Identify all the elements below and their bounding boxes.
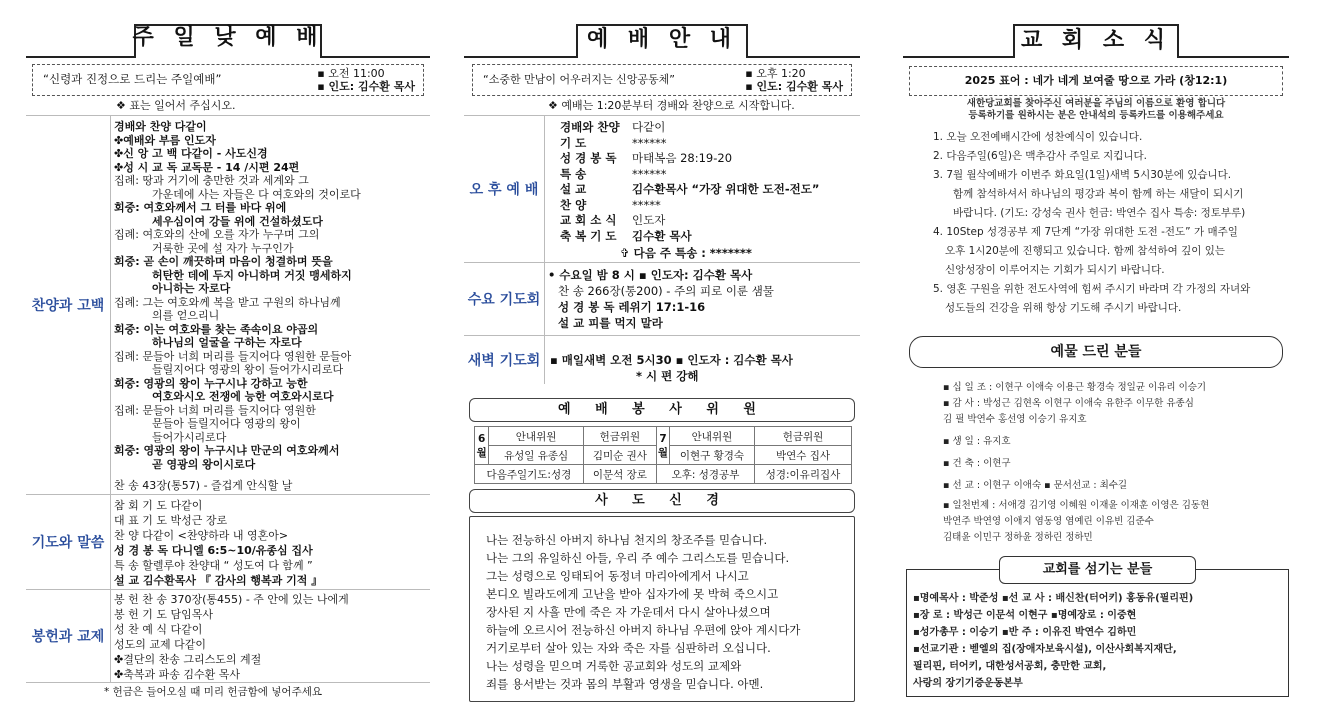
afternoon-notice: ❖ 예배는 1:20분부터 경배와 찬양으로 시작합니다.: [464, 97, 860, 116]
order-value: 김수환 목사: [632, 228, 692, 243]
afternoon-theme-box: [472, 64, 852, 96]
cell: 박연수 집사: [754, 446, 851, 465]
creed-line: 그는 성령으로 잉태되어 동정녀 마리아에게서 나시고: [486, 569, 749, 583]
sunday-theme-box: [32, 64, 424, 96]
order-line: 집례: 문들아 너희 머리를 들지어다 영원한 문들아: [114, 349, 352, 363]
afternoon-label: 오 후 예 배: [464, 116, 545, 262]
order-line: 들릴지어다 영광의 왕이 들어가시리로다: [152, 363, 344, 376]
servers-title: 교회를 섬기는 분들: [999, 556, 1196, 584]
order-key: 특 송: [560, 166, 587, 181]
order-line: 가운데에 사는 자들은 다 여호와의 것이로다: [152, 187, 361, 201]
order-value: 인도자: [632, 213, 666, 227]
yearly-motto: 2025 표어 : 네가 네게 보여줄 땅으로 가라 (창12:1): [909, 66, 1283, 96]
order-key: 설 교: [560, 182, 587, 196]
sunday-footer: * 헌금은 들어오실 때 미리 헌금함에 넣어주세요: [104, 686, 322, 698]
service-guide-title-box: [464, 18, 860, 58]
order-value: ******: [632, 166, 667, 181]
sunday-service-column: [26, 0, 430, 720]
cell: 다음주일기도:성경: [475, 465, 584, 484]
order-line: 회중: 이는 여호와를 찾는 족속이요 야곱의: [114, 322, 319, 336]
section-offering: [26, 590, 430, 683]
cell: 성경:이유리집사: [754, 465, 851, 484]
afternoon-section: [464, 116, 860, 263]
sunday-service-title-box: [26, 18, 430, 58]
wed-line: 설 교 피를 먹지 말라: [558, 316, 663, 330]
order-line: 허탄한 데에 두지 아니하며 거짓 맹세하지: [152, 268, 352, 282]
service-committee-table: [474, 426, 852, 484]
order-line: 집례: 그는 여호와께 복을 받고 구원의 하나님께: [114, 295, 341, 309]
wed-line: 찬 송 266장(통200) - 주의 피로 이룬 샘물: [558, 284, 774, 298]
afternoon-time: 오후 1:20: [756, 67, 806, 80]
news-item: 신앙성장이 이루어지는 기회가 되시기 바랍니다.: [945, 264, 1165, 276]
order-line: 회중: 영광의 왕이 누구시냐 만군의 여호와께서: [114, 444, 340, 457]
section-praise: [26, 116, 430, 495]
sunday-time-block: ▪ 오전 11:00 ▪ 인도: 김수환 목사: [317, 67, 415, 93]
news-item: 3. 7월 월삭예배가 이번주 화요일(1일)새벽 5시30분에 있습니다.: [933, 169, 1232, 181]
dawn-label: 새벽 기도회: [464, 336, 545, 384]
month-number: 7: [659, 432, 667, 445]
order-line: ✤예배와 부름 인도자: [114, 133, 216, 147]
server-line: ▪장 로 : 박성근 이문석 이현구 ▪명예장로 : 이중현: [913, 610, 1137, 621]
wed-line: 성 경 봉 독 레위기 17:1-16: [558, 300, 706, 314]
section-prayer-body: [114, 498, 430, 588]
wednesday-section: [464, 263, 860, 336]
creed-line: 나는 전능하신 아버지 하나님 천지의 창조주를 믿습니다.: [486, 533, 768, 547]
section-offering-label: 봉헌과 교제: [26, 590, 111, 682]
cell: 유성일 유종심: [489, 446, 583, 465]
offering-line: 김 필 박연수 홍선영 이승기 유지호: [943, 414, 1087, 425]
order-line: 성 경 봉 독 다니엘 6:5~10/유종심 집사: [114, 544, 313, 557]
afternoon-time-block: ▪ 오후 1:20 ▪ 인도: 김수환 목사: [745, 67, 843, 93]
section-offering-body: [114, 592, 430, 682]
order-line: 찬 송 43장(통57) - 즐겁게 안식할 날: [114, 479, 293, 492]
cell: 오후: 성경공부: [657, 465, 755, 484]
offering-line: ▪ 건 축 : 이현구: [943, 458, 1011, 469]
order-line: 문들아 들릴지어다 영광의 왕이: [152, 417, 301, 430]
order-value: 마태복음 28:19-20: [632, 151, 733, 165]
welcome-block: [903, 98, 1289, 122]
month-number: 6: [478, 432, 486, 445]
offering-line: 박연주 박연영 이애지 염동영 염예린 이유빈 김준수: [943, 516, 1154, 527]
dawn-section: [464, 336, 860, 394]
section-prayer-word: [26, 495, 430, 590]
news-item: 2. 다음주일(6일)은 맥추감사 주일로 지킵니다.: [933, 150, 1148, 162]
order-line: 집례: 땅과 거기에 충만한 것과 세계와 그: [114, 174, 309, 187]
offering-line: ▪ 십 일 조 : 이현구 이애숙 이용근 황경숙 정일균 이유리 이승기: [943, 382, 1207, 393]
dawn-line: ▪ 매일새벽 오전 5시30 ▪ 인도자 : 김수환 목사: [550, 353, 793, 367]
dawn-line: * 시 편 강해: [636, 369, 699, 383]
order-line: 특 송 할렐루야 찬양대 “ 성도여 다 함께 ”: [114, 559, 313, 572]
wednesday-body: [548, 267, 860, 331]
offering-line: ▪ 일천번제 : 서애경 김기영 이혜원 이재윤 이재훈 이영은 김동현: [943, 500, 1210, 511]
apostles-creed-title: 사 도 신 경: [469, 489, 855, 513]
afternoon-leader: 인도: 김수환 목사: [756, 80, 843, 93]
order-line: 들어가시리로다: [152, 430, 227, 444]
cell: 김미순 권사: [583, 446, 656, 465]
next-week-special: ✞ 다음 주 특송 : *******: [620, 246, 752, 260]
order-value: *****: [632, 197, 661, 212]
order-line: 찬 양 다같이 <찬양하라 내 영혼아>: [114, 529, 289, 542]
order-line: 회중: 여호와께서 그 터를 바다 위에: [114, 201, 287, 214]
offering-line: ▪ 감 사 : 박성근 김현옥 이현구 이애숙 유한주 이무한 유종심: [943, 398, 1194, 409]
creed-line: 죄를 용서받는 것과 몸의 부활과 영생을 믿습니다. 아멘.: [486, 677, 764, 691]
cell: 이현구 황경숙: [669, 446, 754, 465]
order-line: ✤신 앙 고 백 다같이 - 사도신경: [114, 147, 268, 160]
wed-line: • 수요일 밤 8 시 ▪ 인도자: 김수환 목사: [548, 268, 753, 282]
order-value: ******: [632, 135, 667, 150]
order-line: 여호와시오 전쟁에 능한 여호와시로다: [152, 390, 334, 403]
section-prayer-label: 기도와 말씀: [26, 495, 111, 589]
dawn-body: [550, 352, 860, 384]
order-key: 경배와 찬양: [560, 120, 620, 134]
order-line: 봉 헌 찬 송 370장(통455) - 주 안에 있는 나에게: [114, 593, 349, 606]
order-line: 대 표 기 도 박성근 장로: [114, 514, 228, 527]
order-line: 설 교 김수환목사 『 감사의 행복과 기적 』: [114, 574, 323, 587]
sunday-notice: ❖ 표는 일어서 주십시오.: [26, 97, 430, 116]
order-line: 곧 영광의 왕이시로다: [152, 457, 256, 471]
creed-line: 거기로부터 살아 있는 자와 죽은 자를 심판하러 오십니다.: [486, 641, 771, 655]
wednesday-label: 수요 기도회: [464, 263, 545, 335]
order-key: 기 도: [560, 135, 587, 150]
order-line: ✤결단의 찬송 그리스도의 계절: [114, 653, 262, 666]
servers-box: [906, 562, 1289, 697]
creed-line: 나는 그의 유일하신 아들, 우리 주 예수 그리스도를 믿습니다.: [486, 551, 790, 565]
offering-line: 김태윤 이민구 정하윤 정하린 정하민: [943, 532, 1093, 543]
news-item: 5. 영혼 구원을 위한 전도사역에 힘써 주시기 바라며 각 가정의 자녀와: [933, 283, 1251, 295]
cell: 이문석 장로: [583, 465, 656, 484]
afternoon-body: [560, 120, 860, 262]
news-list: [933, 128, 1289, 318]
order-line: ✤축복과 파송 김수환 목사: [114, 668, 240, 681]
service-guide-column: [464, 0, 860, 720]
order-line: 거룩한 곳에 설 자가 누구인가: [152, 241, 294, 255]
server-line: ▪성가총무 : 이승기 ▪반 주 : 이유진 박연수 김하민: [913, 627, 1137, 638]
order-line: 경배와 찬양 다같이: [114, 120, 207, 133]
order-line: 세우심이여 강들 위에 건설하셨도다: [152, 214, 323, 228]
server-line: 사랑의 장기기증운동본부: [913, 678, 1023, 689]
order-value: 다같이: [632, 120, 666, 134]
section-praise-label: 찬양과 고백: [26, 116, 111, 494]
month-label: 월: [476, 446, 487, 459]
section-praise-body: [114, 120, 430, 493]
afternoon-theme: “소중한 만남이 어우러지는 신앙공동체”: [483, 73, 675, 86]
creed-line: 장사된 지 사흘 만에 죽은 자 가운데서 다시 살아나셨으며: [486, 605, 771, 619]
order-key: 교 회 소 식: [560, 213, 617, 227]
church-news-column: [903, 0, 1289, 720]
server-line: ▪명예목사 : 박준성 ▪선 교 사 : 배신찬(터어키) 홍동유(필리핀): [913, 593, 1194, 604]
order-line: 아니하는 자로다: [152, 282, 231, 295]
offering-givers-list: [943, 380, 1289, 546]
order-key: 축 복 기 도: [560, 228, 617, 243]
apostles-creed-text: [486, 531, 800, 693]
server-line: 필리핀, 터어키, 대한성서공회, 충만한 교회,: [913, 661, 1107, 672]
order-line: 의를 얻으리니: [152, 309, 220, 322]
order-line: ✤성 시 교 독 교독문 - 14 /시편 24편: [114, 160, 300, 174]
order-key: 찬 양: [560, 197, 587, 212]
news-item: 함께 참석하셔서 하나님의 평강과 복이 함께 하는 새달이 되시기: [953, 188, 1244, 200]
order-line: 봉 헌 기 도 담임목사: [114, 608, 213, 621]
news-item: 성도들의 건강을 위해 항상 기도해 주시기 바랍니다.: [945, 302, 1182, 314]
news-item: 4. 10Step 성경공부 제 7단계 “가장 위대한 도전 -전도” 가 매주일: [933, 226, 1238, 238]
church-news-title: 교 회 소 식: [1021, 28, 1171, 53]
header-guide: 안내위원: [489, 427, 583, 446]
offering-line: ▪ 선 교 : 이현구 이애숙 ▪ 문서선교 : 최수길: [943, 480, 1128, 491]
offering-givers-title: 예물 드린 분들: [909, 336, 1283, 368]
server-line: ▪선교기관 : 벧엘의 집(장애자보육시설), 이산사회복지재단,: [913, 644, 1177, 655]
news-item: 바랍니다. (기도: 강성숙 권사 헌금: 박연수 집사 특송: 정토부루): [953, 207, 1246, 219]
welcome-line: 등록하기를 원하시는 분은 안내석의 등록카드를 이용해주세요: [968, 110, 1224, 121]
apostles-creed-box: [469, 516, 855, 702]
sunday-theme: “신령과 진정으로 드리는 주일예배”: [43, 72, 222, 86]
month-label: 월: [657, 446, 669, 459]
news-item: 오후 1시20분에 진행되고 있습니다. 함께 참석하여 깊이 있는: [945, 245, 1226, 257]
news-item: 1. 오늘 오전예배시간에 성찬예식이 있습니다.: [933, 131, 1143, 143]
sunday-time: 오전 11:00: [328, 67, 385, 80]
welcome-line: 새한당교회를 찾아주신 여러분을 주님의 이름으로 환영 합니다: [966, 98, 1226, 109]
order-line: 성 찬 예 식 다같이: [114, 623, 203, 636]
service-committee-title: 예 배 봉 사 위 원: [469, 398, 855, 422]
sunday-leader: 인도: 김수환 목사: [328, 80, 415, 93]
order-line: 집례: 문들아 너희 머리를 들지어다 영원한: [114, 403, 316, 417]
church-news-title-box: [903, 18, 1289, 58]
order-line: 집례: 여호와의 산에 오를 자가 누구며 그의: [114, 228, 320, 241]
order-value: 김수환목사 “가장 위대한 도전-전도”: [632, 182, 820, 196]
order-key: 성 경 봉 독: [560, 151, 617, 165]
servers-list: [913, 590, 1193, 692]
offering-line: ▪ 생 일 : 유지호: [943, 436, 1011, 447]
header-offering: 헌금위원: [754, 427, 851, 446]
order-line: 회중: 곧 손이 깨끗하며 마음이 청결하며 뜻을: [114, 255, 333, 268]
order-line: 참 회 기 도 다같이: [114, 499, 203, 512]
sunday-service-title: 주 일 낮 예 배: [132, 25, 324, 50]
header-offering: 헌금위원: [583, 427, 656, 446]
order-line: 하나님의 얼굴을 구하는 자로다: [152, 336, 302, 349]
header-guide: 안내위원: [669, 427, 754, 446]
order-line: 회중: 영광의 왕이 누구시냐 강하고 능한: [114, 376, 308, 390]
creed-line: 본디오 빌라도에게 고난을 받아 십자가에 못 박혀 죽으시고: [486, 587, 779, 601]
service-guide-title: 예 배 안 내: [587, 27, 737, 52]
order-line: 성도의 교제 다같이: [114, 638, 207, 651]
creed-line: 나는 성령을 믿으며 거룩한 공교회와 성도의 교제와: [486, 659, 742, 673]
creed-line: 하늘에 오르시어 전능하신 아버지 하나님 우편에 앉아 계시다가: [486, 623, 801, 637]
